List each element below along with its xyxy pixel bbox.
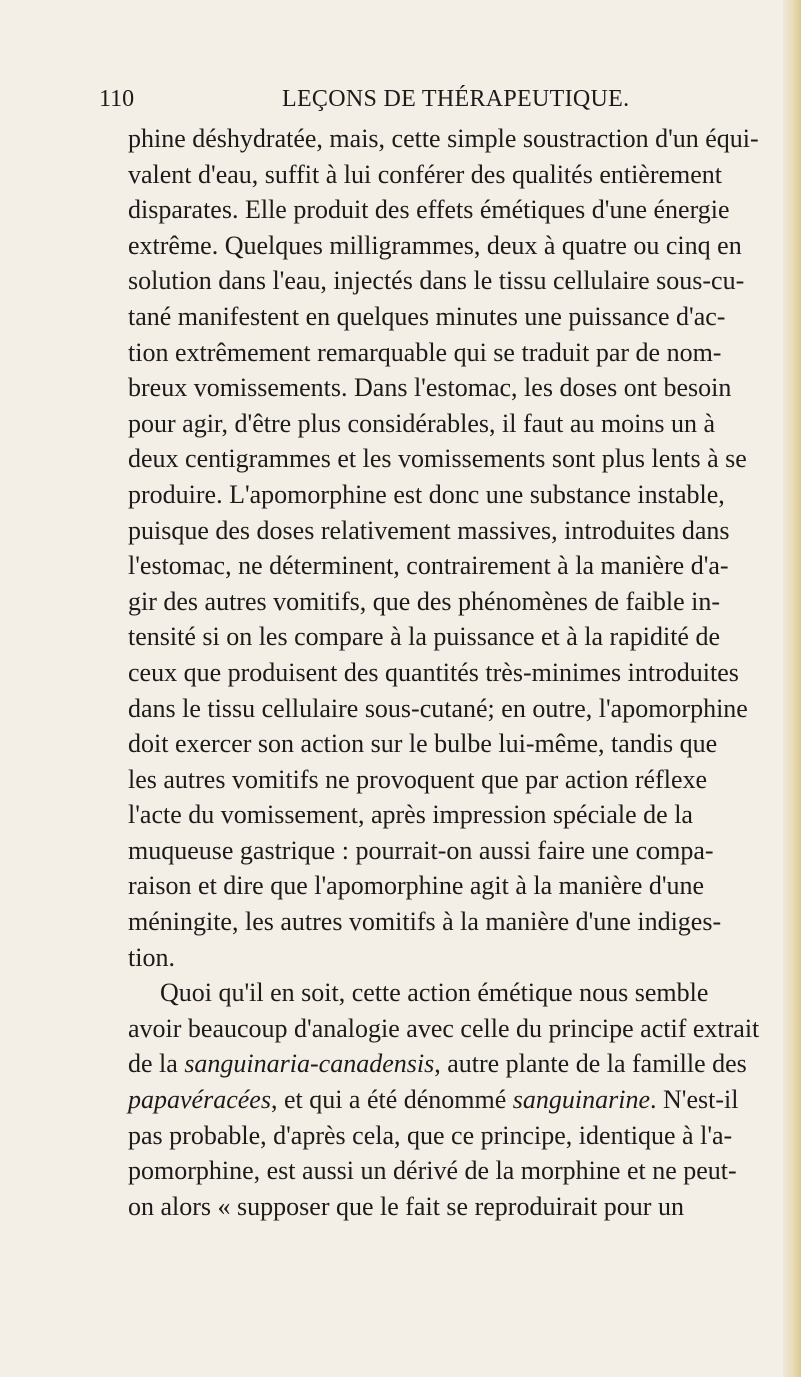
text-line: doit exercer son action sur le bulbe lui-même, tandis que: [128, 729, 718, 759]
page-number: 110: [99, 86, 135, 112]
text-line: [128, 1082, 739, 1118]
text-line: Quoi qu'il en soit, cette action émétique nous semble: [160, 978, 709, 1008]
text-line: valent d'eau, suffit à lui conférer des qualités entièrement: [128, 159, 723, 189]
text-line: breux vomissements. Dans l'estomac, les doses ont besoin: [128, 373, 732, 403]
text-line: l'acte du vomissement, après impression spéciale de la: [128, 800, 693, 830]
text-line: avoir beaucoup d'analogie avec celle du principe actif extrait: [128, 1013, 760, 1043]
text-line: l'estomac, ne déterminent, contrairement à la manière d'a-: [128, 551, 729, 581]
text-line: deux centigrammes et les vomissements sont plus lents à se: [128, 444, 747, 474]
running-title: LEÇONS DE THÉRAPEUTIQUE.: [282, 86, 630, 112]
text-line: méningite, les autres vomitifs à la manière d'une indiges-: [128, 907, 722, 937]
body-text: [128, 121, 760, 1224]
text-run: . N'est-il: [650, 1085, 739, 1115]
text-run: , autre plante de la famille des: [434, 1049, 747, 1079]
text-line: phine déshydratée, mais, cette simple soustraction d'un équi-: [128, 124, 759, 153]
text-line: dans le tissu cellulaire sous-cutané; en outre, l'apomorphine: [128, 693, 748, 723]
text-line: puisque des doses relativement massives, introduites dans: [128, 515, 730, 545]
page-edge-shading: [783, 0, 801, 1377]
text-line: on alors « supposer que le fait se reproduirait pour un: [128, 1191, 684, 1221]
text-run: de la: [128, 1049, 185, 1079]
text-line: produire. L'apomorphine est donc une substance instable,: [128, 479, 725, 509]
text-line: solution dans l'eau, injectés dans le tissu cellulaire sous-cu-: [128, 266, 745, 296]
running-head: [99, 82, 659, 116]
text-line: tion.: [128, 942, 175, 972]
text-line: gir des autres vomitifs, que des phénomènes de faible in-: [128, 586, 721, 616]
text-line: pas probable, d'après cela, que ce principe, identique à l'a-: [128, 1120, 733, 1150]
text-line: pomorphine, est aussi un dérivé de la morphine et ne peut-: [128, 1156, 737, 1186]
text-line: tion extrêmement remarquable qui se traduit par de nom-: [128, 337, 722, 367]
text-line: tané manifestent en quelques minutes une puissance d'ac-: [128, 301, 726, 331]
text-line: [128, 1046, 747, 1082]
text-line: disparates. Elle produit des effets émétiques d'une énergie: [128, 195, 730, 225]
text-run: , et qui a été dénommé: [270, 1085, 513, 1115]
text-line: extrême. Quelques milligrammes, deux à quatre ou cinq en: [128, 230, 742, 260]
text-line: muqueuse gastrique : pourrait-on aussi faire une compa-: [128, 835, 714, 865]
text-line: pour agir, d'être plus considérables, il faut au moins un à: [128, 408, 716, 438]
italic-term: sanguinarine: [512, 1085, 651, 1115]
italic-term: sanguinaria-canadensis: [184, 1049, 435, 1079]
text-line: tensité si on les compare à la puissance et à la rapidité de: [128, 622, 720, 652]
text-line: ceux que produisent des quantités très-minimes introduites: [128, 657, 739, 687]
text-line: raison et dire que l'apomorphine agit à la manière d'une: [128, 871, 705, 901]
italic-term: papavéracées: [128, 1085, 271, 1115]
text-line: les autres vomitifs ne provoquent que par action réflexe: [128, 764, 708, 794]
